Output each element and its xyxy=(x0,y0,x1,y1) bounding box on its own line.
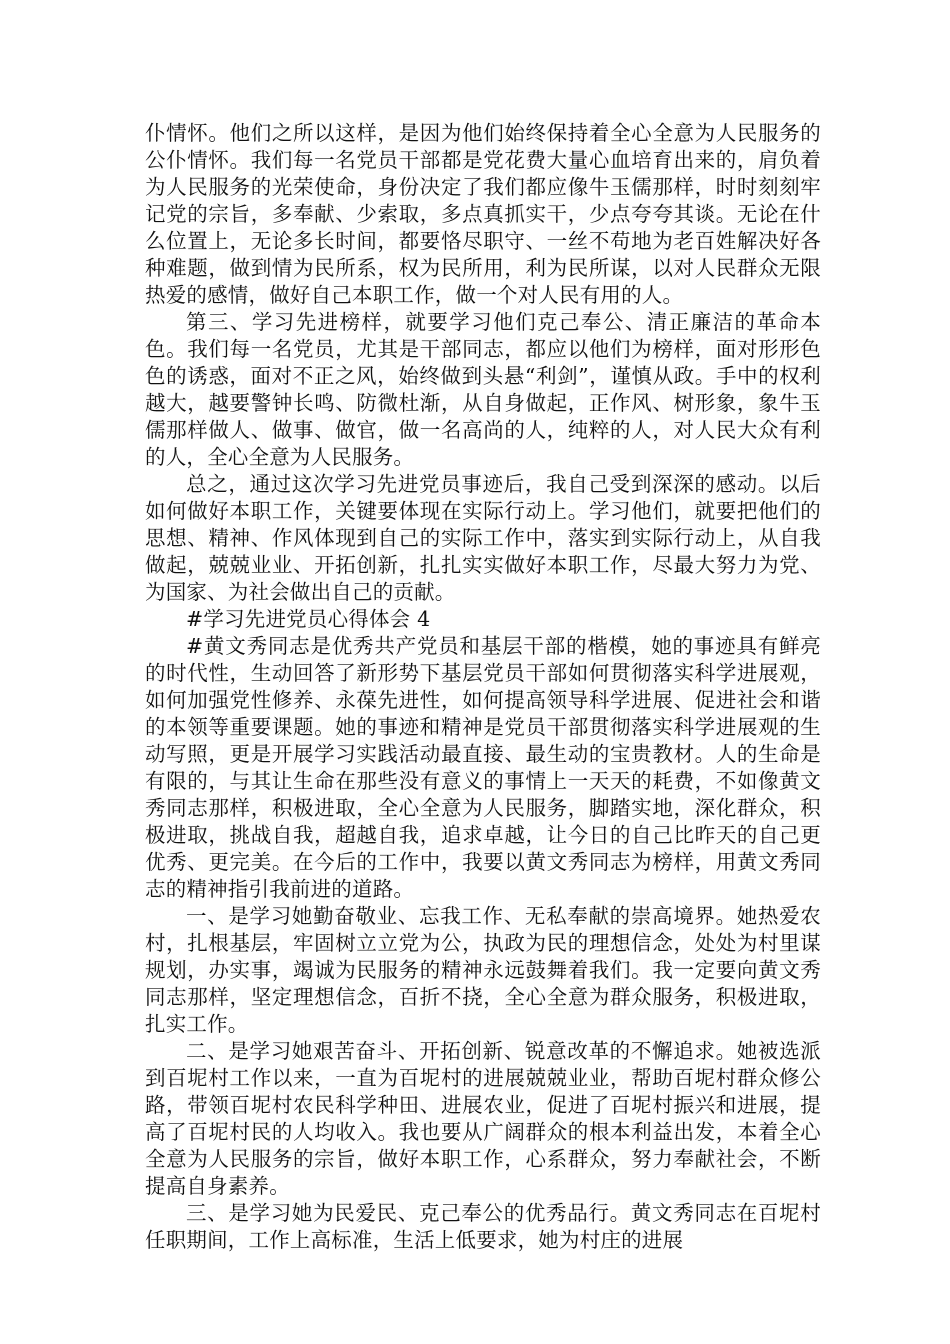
paragraph-third-point: 第三、学习先进榜样，就要学习他们克己奉公、清正廉洁的革命本色。我们每一名党员，尤其是干部同志，都应以他们为榜样，面对形形色色的诱惑，面对不正之风，始终做到头悬“利剑”，谨慎从政。手中的权利越大，越要警钟长鸣、防微杜渐，从自身做起，正作风、树形象，象牛玉儒那样做人、做事、做官，做一名高尚的人，纯粹的人，对人民大众有利的人，全心全意为人民服务。 xyxy=(145,310,821,469)
paragraph-intro-huang: #黄文秀同志是优秀共产党员和基层干部的楷模，她的事迹具有鲜亮的时代性，生动回答了新形势下基层党员干部如何贯彻落实科学进展观，如何加强党性修养、永葆先进性，如何提高领导科学进展、促进社会和谐的本领等重要课题。她的事迹和精神是党员干部贯彻落实科学进展观的生动写照，更是开展学习实践活动最直接、最生动的宝贵教材。人的生命是有限的，与其让生命在那些没有意义的事情上一天天的耗费，不如像黄文秀同志那样，积极进取，全心全意为人民服务，脚踏实地，深化群众，积极进取，挑战自我，超越自我，追求卓越，让今日的自己比昨天的自己更优秀、更完美。在今后的工作中，我要以黄文秀同志为榜样，用黄文秀同志的精神指引我前进的道路。 xyxy=(145,634,821,901)
paragraph-point-three: 三、是学习她为民爱民、克己奉公的优秀品行。黄文秀同志在百坭村任职期间，工作上高标准，生活上低要求，她为村庄的进展 xyxy=(145,1201,821,1252)
paragraph-continuation: 仆情怀。他们之所以这样，是因为他们始终保持着全心全意为人民服务的公仆情怀。我们每一名党员干部都是党花费大量心血培育出来的，肩负着为人民服务的光荣使命，身份决定了我们都应像牛玉儒那样，时时刻刻牢记党的宗旨，多奉献、少索取，多点真抓实干，少点夸夸其谈。无论在什么位置上，无论多长时间，都要恪尽职守、一丝不苟地为老百姓解决好各种难题，做到情为民所系，权为民所用，利为民所谋，以对人民群众无限热爱的感情，做好自己本职工作，做一个对人民有用的人。 xyxy=(145,121,821,307)
paragraph-point-one: 一、是学习她勤奋敬业、忘我工作、无私奉献的崇高境界。她热爱农村，扎根基层，牢固树立立党为公，执政为民的理想信念，处处为村里谋规划，办实事，竭诚为民服务的精神永远鼓舞着我们。我一定要向黄文秀同志那样，坚定理想信念，百折不挠，全心全意为群众服务，积极进取，扎实工作。 xyxy=(145,904,821,1036)
document-page xyxy=(145,120,821,1254)
paragraph-conclusion: 总之，通过这次学习先进党员事迹后，我自己受到深深的感动。以后如何做好本职工作，关键要体现在实际行动上。学习他们，就要把他们的思想、精神、作风体现到自己的实际工作中，落实到实际行动上，从自我做起，兢兢业业、开拓创新，扎扎实实做好本职工作，尽最大努力为党、为国家、为社会做出自己的贡献。 xyxy=(145,472,821,604)
paragraph-point-two: 二、是学习她艰苦奋斗、开拓创新、锐意改革的不懈追求。她被选派到百坭村工作以来，一直为百坭村的进展兢兢业业，帮助百坭村群众修公路，带领百坭村农民科学种田、进展农业，促进了百坭村振兴和进展，提高了百坭村民的人均收入。我也要从广阔群众的根本利益出发，本着全心全意为人民服务的宗旨，做好本职工作，心系群众，努力奉献社会，不断提高自身素养。 xyxy=(145,1039,821,1198)
section-heading: #学习先进党员心得体会 4 xyxy=(186,607,431,631)
